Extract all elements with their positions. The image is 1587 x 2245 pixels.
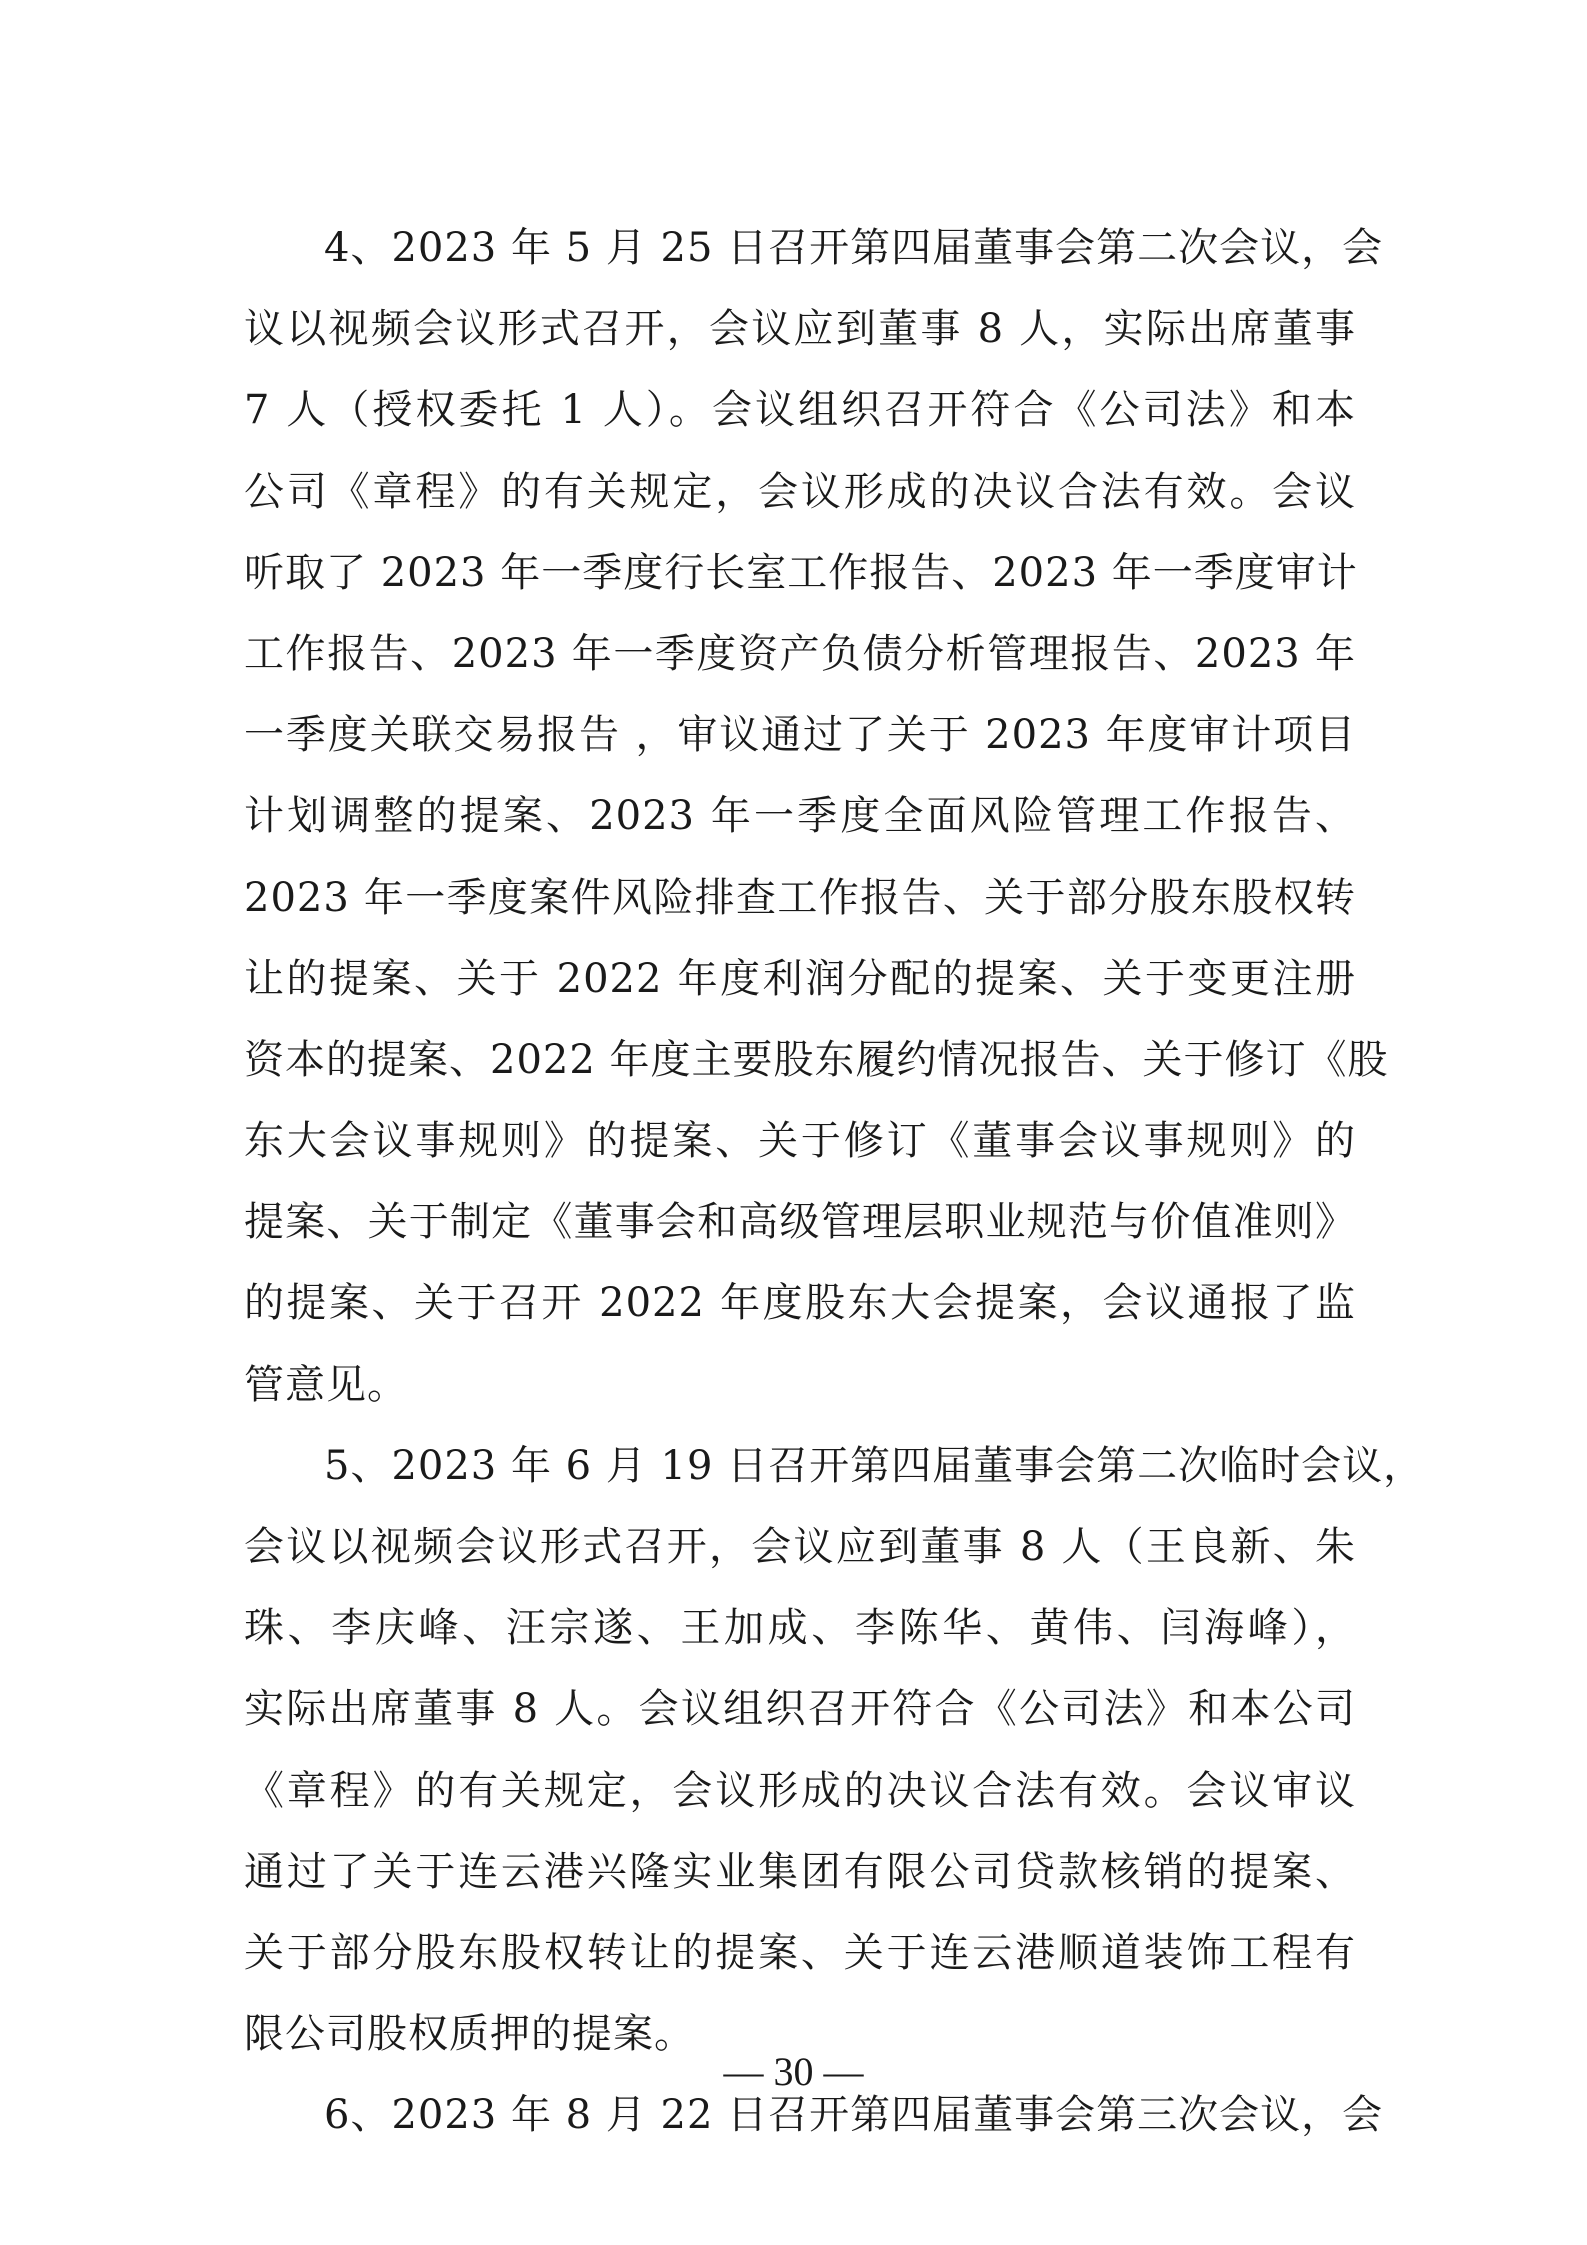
text-line: 《章程》的有关规定，会议形成的决议合法有效。会议审议	[244, 1767, 1356, 1814]
text-line: 的提案、关于召开 2022 年度股东大会提案，会议通报了监	[244, 1280, 1356, 1327]
text-line: 工作报告、2023 年一季度资产负债分析管理报告、2023 年	[244, 630, 1356, 677]
text-line: 通过了关于连云港兴隆实业集团有限公司贷款核销的提案、	[244, 1848, 1356, 1895]
text-line: 一季度关联交易报告 ，审议通过了关于 2023 年度审计项目	[244, 712, 1356, 759]
text-line: 会议以视频会议形式召开，会议应到董事 8 人（王良新、朱	[244, 1524, 1356, 1570]
text-line: 6、2023 年 8 月 22 日召开第四届董事会第三次会议，会	[324, 2092, 1384, 2139]
text-line: 东大会议事规则》的提案、关于修订《董事会议事规则》的	[244, 1118, 1356, 1165]
text-line: 资本的提案、2022 年度主要股东履约情况报告、关于修订《股	[244, 1036, 1389, 1083]
text-line: 提案、关于制定《董事会和高级管理层职业规范与价值准则》	[244, 1199, 1356, 1246]
text-line: 关于部分股东股权转让的提案、关于连云港顺道装饰工程有	[244, 1929, 1356, 1976]
text-line: 限公司股权质押的提案。	[244, 2011, 695, 2058]
text-line: 听取了 2023 年一季度行长室工作报告、2023 年一季度审计	[244, 549, 1358, 596]
page-number: — 30 —	[723, 2049, 864, 2094]
text-line: 7 人（授权委托 1 人）。会议组织召开符合《公司法》和本	[244, 387, 1356, 434]
text-line: 议以视频会议形式召开，会议应到董事 8 人，实际出席董事	[244, 306, 1356, 353]
text-line: 管意见。	[244, 1361, 408, 1408]
text-line: 公司《章程》的有关规定，会议形成的决议合法有效。会议	[244, 468, 1356, 515]
text-line: 珠、李庆峰、汪宗遂、王加成、李陈华、黄伟、闫海峰），	[244, 1605, 1356, 1652]
text-line: 实际出席董事 8 人。会议组织召开符合《公司法》和本公司	[244, 1686, 1356, 1733]
text-line: 计划调整的提案、2023 年一季度全面风险管理工作报告、	[244, 793, 1356, 840]
body-text	[244, 208, 1425, 2157]
paragraph-item-4	[244, 208, 1389, 1426]
text-line: 让的提案、关于 2022 年度利润分配的提案、关于变更注册	[244, 955, 1356, 1002]
text-line: 5、2023 年 6 月 19 日召开第四届董事会第二次临时会议，	[324, 1442, 1425, 1489]
text-line: 4、2023 年 5 月 25 日召开第四届董事会第二次会议，会	[324, 225, 1384, 271]
text-line: 2023 年一季度案件风险排查工作报告、关于部分股东股权转	[244, 874, 1356, 921]
paragraph-item-5	[244, 1426, 1425, 2076]
